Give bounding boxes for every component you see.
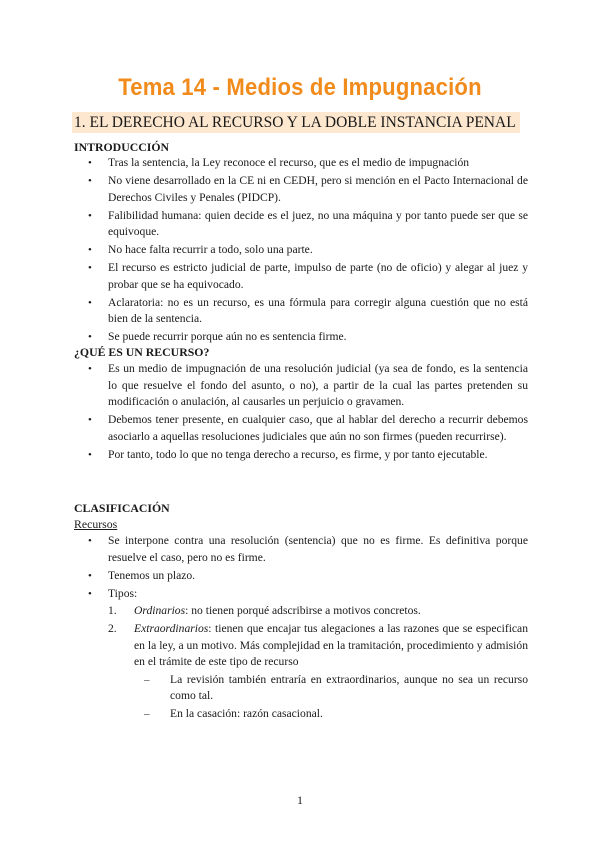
- extraordinarios-list: [134, 672, 528, 723]
- tipo-item-ordinarios: [108, 603, 528, 620]
- tipo-text: : no tienen porqué adscribirse a motivos concretos.: [185, 604, 421, 617]
- que-es-list: [86, 361, 528, 465]
- tipos-label: Tipos:: [108, 586, 138, 600]
- document-title: Tema 14 - Medios de Impugnación: [118, 74, 482, 101]
- list-item: – La revisión también entraría en extraordinarios, aunque no sea un recurso como tal.: [134, 672, 528, 705]
- section-heading: 1. EL DERECHO AL RECURSO Y LA DOBLE INSTANCIA PENAL: [72, 112, 520, 133]
- list-item: • Aclaratoria: no es un recurso, es una fórmula para corregir alguna cuestión que no está bien de la sentencia.: [86, 295, 528, 328]
- item-number: 1.: [108, 604, 117, 617]
- list-item: • Falibilidad humana: quien decide es el juez, no una máquina y por tanto puede ser que se equivoque.: [86, 208, 528, 241]
- tipo-term: Ordinarios: [134, 604, 186, 617]
- list-item: [86, 586, 528, 723]
- clasificacion-list: [86, 533, 528, 724]
- tipos-list: [108, 603, 528, 723]
- page-number: 1: [297, 793, 303, 807]
- list-item: • Por tanto, todo lo que no tenga derecho a recurso, es firme, y por tanto ejecutable.: [86, 447, 528, 464]
- list-item: • Debemos tener presente, en cualquier caso, que al hablar del derecho a recurrir debemos asociarlo a aquellas resoluciones judiciales que aún no son firmes (pueden recurrirse).: [86, 412, 528, 445]
- tipo-text: : tienen que encajar tus alegaciones a las razones que se especifican en la ley, a un motivo. Más complejidad en la tramitación, procedimiento y admisión en el trámite de este tipo de recurso: [134, 622, 528, 668]
- tipo-term: Extraordinarios: [134, 622, 209, 635]
- list-item: – En la casación: razón casacional.: [134, 706, 528, 723]
- clasificacion-heading: CLASIFICACIÓN: [74, 501, 170, 515]
- list-item: • Se puede recurrir porque aún no es sentencia firme.: [86, 329, 528, 346]
- list-item: • Tras la sentencia, la Ley reconoce el recurso, que es el medio de impugnación: [86, 155, 528, 172]
- list-item: • No hace falta recurrir a todo, solo una parte.: [86, 242, 528, 259]
- list-item: • Se interpone contra una resolución (sentencia) que no es firme. Es definitiva porque resuelve el caso, pero no es firme.: [86, 533, 528, 566]
- list-item: • El recurso es estricto judicial de parte, impulso de parte (no de oficio) y alegar al juez y probar que se ha equivocado.: [86, 260, 528, 293]
- tipo-item-extraordinarios: [108, 621, 528, 723]
- list-item: • Tenemos un plazo.: [86, 568, 528, 585]
- que-es-heading: ¿QUÉ ES UN RECURSO?: [74, 345, 210, 359]
- intro-list: [86, 155, 528, 347]
- item-number: 2.: [108, 622, 117, 635]
- intro-heading: INTRODUCCIÓN: [74, 140, 170, 154]
- recursos-subheading: Recursos: [74, 517, 118, 531]
- list-item: • Es un medio de impugnación de una resolución judicial (ya sea de fondo, es la sentencia lo que resuelve el fondo del asunto, o no), a partir de la cual las partes pretenden su modificación o anulación, al causarles un perjuicio o gravamen.: [86, 361, 528, 411]
- list-item: • No viene desarrollado en la CE ni en CEDH, pero si mención en el Pacto Internacional de Derechos Civiles y Penales (PIDCP).: [86, 173, 528, 206]
